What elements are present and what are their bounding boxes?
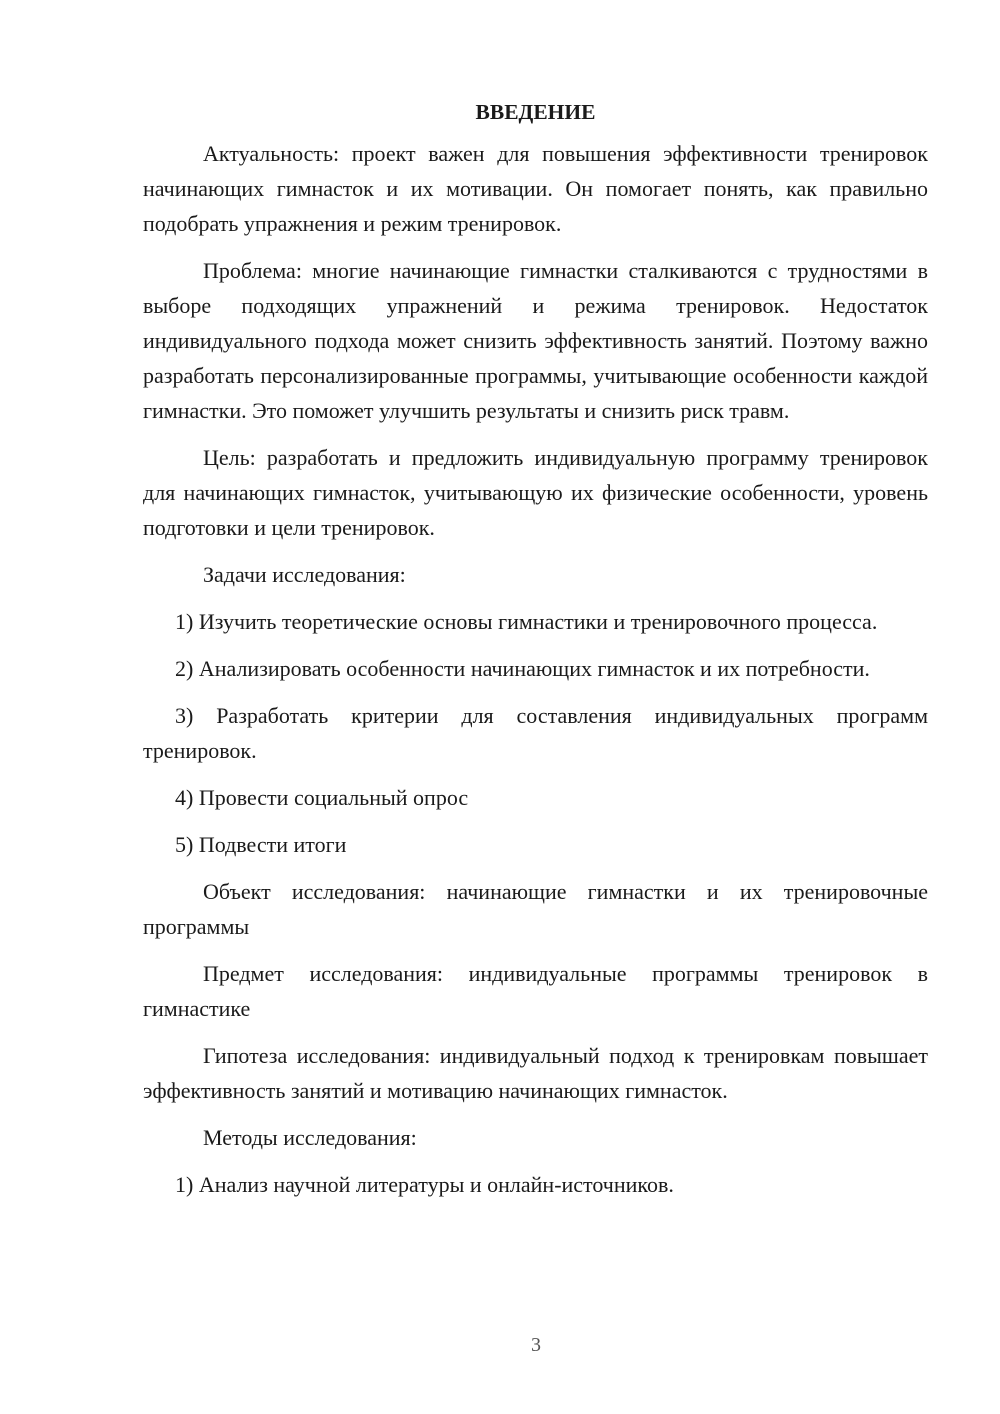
task-item-5: 5) Подвести итоги — [175, 832, 347, 857]
method-item-1: 1) Анализ научной литературы и онлайн-источников. — [175, 1172, 674, 1197]
subject-paragraph: Предмет исследования: индивидуальные программы тренировок в гимнастике — [143, 961, 928, 1021]
task-item-4: 4) Провести социальный опрос — [175, 785, 469, 810]
methods-heading: Методы исследования: — [203, 1125, 417, 1150]
relevance-paragraph: Актуальность: проект важен для повышения эффективности тренировок начинающих гимнасток и их мотивации. Он помогает понять, как правильно подобрать упражнения и режим тренировок. — [143, 141, 928, 236]
goal-paragraph: Цель: разработать и предложить индивидуальную программу тренировок для начинающих гимнасток, учитывающую их физические особенности, уровень подготовки и цели тренировок. — [143, 445, 928, 540]
task-item-2: 2) Анализировать особенности начинающих гимнасток и их потребности. — [175, 656, 870, 681]
task-item-1: 1) Изучить теоретические основы гимнастики и тренировочного процесса. — [175, 609, 878, 634]
object-paragraph: Объект исследования: начинающие гимнастки и их тренировочные программы — [143, 879, 928, 939]
hypothesis-paragraph: Гипотеза исследования: индивидуальный подход к тренировкам повышает эффективность занятий и мотивацию начинающих гимнасток. — [143, 1043, 928, 1103]
tasks-heading: Задачи исследования: — [203, 562, 406, 587]
problem-paragraph: Проблема: многие начинающие гимнастки сталкиваются с трудностями в выборе подходящих упражнений и режима тренировок. Недостаток индивидуального подхода может снизить эффективность занятий. Поэтому важно разработать персонализированные программы, учитывающие особенности каждой гимнастки. Это поможет улучшить результаты и снизить риск травм. — [143, 258, 928, 423]
section-heading: ВВЕДЕНИЕ — [475, 100, 596, 124]
page-content — [143, 95, 928, 1202]
task-item-3: 3) Разработать критерии для составления индивидуальных программ тренировок. — [143, 703, 928, 763]
page-number: 3 — [531, 1334, 541, 1356]
